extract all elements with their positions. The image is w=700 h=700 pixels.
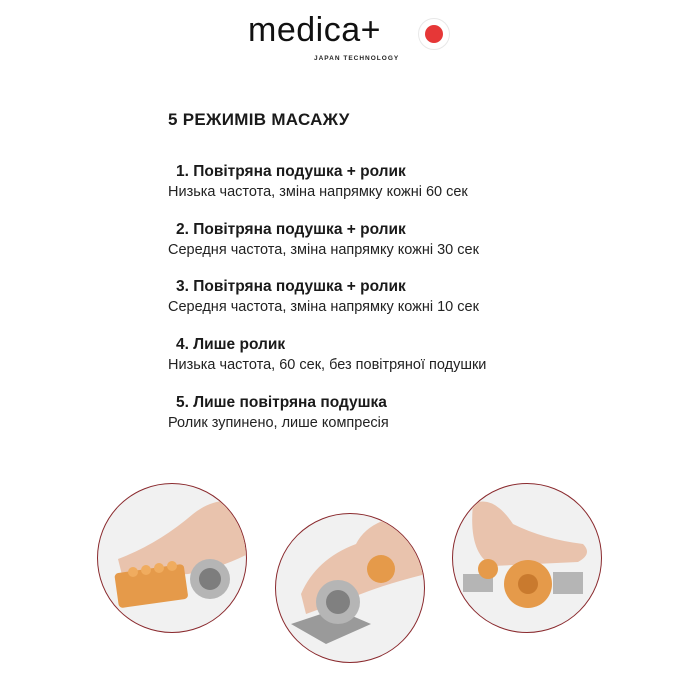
- mode-description: Середня частота, зміна напрямку кожні 10 сек: [168, 299, 479, 315]
- mode-item-4: [168, 335, 486, 375]
- logo-red-dot-icon: [418, 18, 450, 50]
- mode-heading: 2. Повітряна подушка + ролик: [176, 221, 406, 238]
- mode-item-3: [168, 277, 479, 317]
- mode-description: Ролик зупинено, лише компресія: [168, 415, 389, 431]
- mode-item-1: [168, 162, 468, 202]
- mode-description: Низька частота, зміна напрямку кожні 60 сек: [168, 184, 468, 200]
- page-title: 5 РЕЖИМІВ МАСАЖУ: [168, 110, 350, 129]
- mode-item-2: [168, 220, 479, 260]
- foot-massage-image-1: [97, 483, 247, 633]
- foot-massage-image-3: [452, 483, 602, 633]
- mode-heading: 5. Лише повітряна подушка: [176, 394, 387, 411]
- mode-heading: 1. Повітряна подушка + ролик: [176, 163, 406, 180]
- logo-wordmark: medica+: [248, 11, 381, 49]
- logo-subtitle: JAPAN TECHNOLOGY: [314, 55, 400, 62]
- mode-heading: 4. Лише ролик: [176, 336, 286, 353]
- mode-item-5: [168, 393, 389, 433]
- brand-logo: [248, 12, 458, 68]
- mode-description: Середня частота, зміна напрямку кожні 30 сек: [168, 242, 479, 258]
- mode-description: Низька частота, 60 сек, без повітряної подушки: [168, 357, 487, 373]
- mode-heading: 3. Повітряна подушка + ролик: [176, 278, 406, 295]
- foot-massage-image-2: [275, 513, 425, 663]
